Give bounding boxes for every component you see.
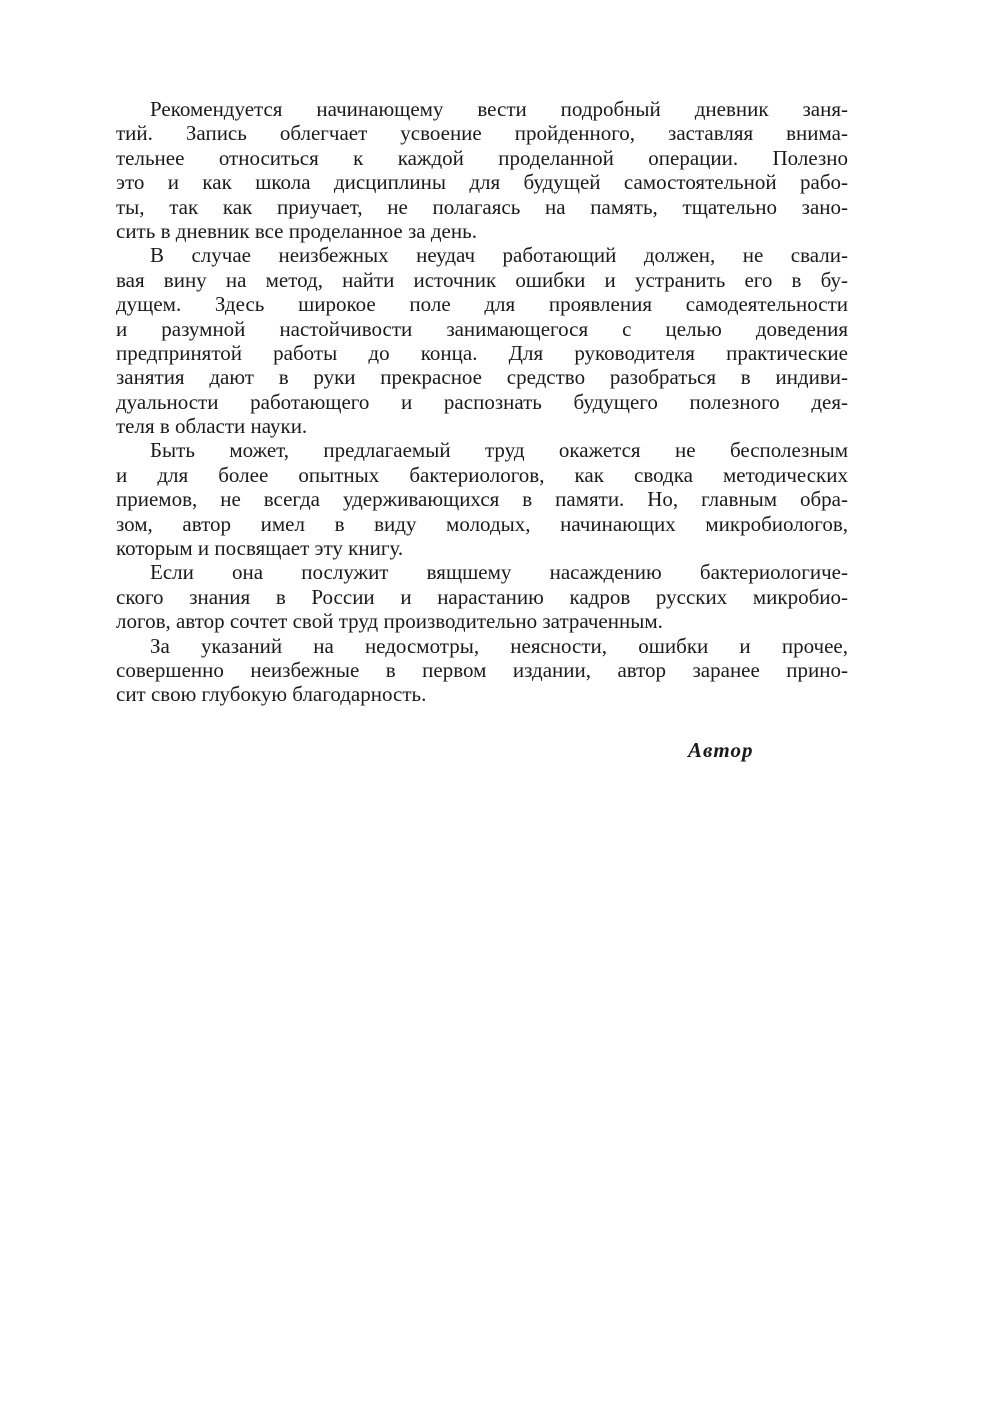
text-line: тий. Запись облегчает усвоение пройденного, заставляя внима- xyxy=(116,121,848,146)
text-line: которым и посвящает эту книгу. xyxy=(116,536,404,561)
text-line: и разумной настойчивости занимающегося с целью доведения xyxy=(116,316,848,341)
text-line: Быть может, предлагаемый труд окажется не бесполезным xyxy=(150,438,848,463)
text-line: и для более опытных бактериологов, как сводка методических xyxy=(116,462,848,487)
text-line: ского знания в России и нарастанию кадров русских микробио- xyxy=(116,584,848,609)
text-line: логов, автор сочтет свой труд производительно затраченным. xyxy=(116,609,663,634)
text-line: совершенно неизбежные в первом издании, автор заранее прино- xyxy=(116,657,848,682)
text-line: теля в области науки. xyxy=(116,414,308,439)
text-line: приемов, не всегда удерживающихся в памяти. Но, главным обра- xyxy=(116,487,848,512)
text-line: дущем. Здесь широкое поле для проявления самодеятельности xyxy=(116,292,848,317)
text-line: занятия дают в руки прекрасное средство разобраться в индиви- xyxy=(116,365,848,390)
text-line: вая вину на метод, найти источник ошибки и устранить его в бу- xyxy=(116,267,848,292)
preface-text xyxy=(116,97,848,707)
text-line: За указаний на недосмотры, неясности, ошибки и прочее, xyxy=(150,633,848,658)
text-line: Рекомендуется начинающему вести подробный дневник заня- xyxy=(150,97,848,121)
text-line: дуальности работающего и распознать будущего полезного дея- xyxy=(116,389,848,414)
text-line: сить в дневник все проделанное за день. xyxy=(116,218,477,243)
text-line: это и как школа дисциплины для будущей самостоятельной рабо- xyxy=(116,170,848,195)
text-line: В случае неизбежных неудач работающий должен, не свали- xyxy=(150,243,848,268)
text-line: тельнее относиться к каждой проделанной операции. Полезно xyxy=(116,145,848,170)
author-signature: Автор xyxy=(688,738,754,762)
text-line: Если она послужит вящшему насаждению бактериологиче- xyxy=(150,560,848,585)
text-line: предпринятой работы до конца. Для руководителя практические xyxy=(116,340,848,365)
text-line: зом, автор имел в виду молодых, начинающих микробиологов, xyxy=(116,511,848,536)
text-line: ты, так как приучает, не полагаясь на память, тщательно зано- xyxy=(116,194,848,219)
text-line: сит свою глубокую благодарность. xyxy=(116,682,427,707)
